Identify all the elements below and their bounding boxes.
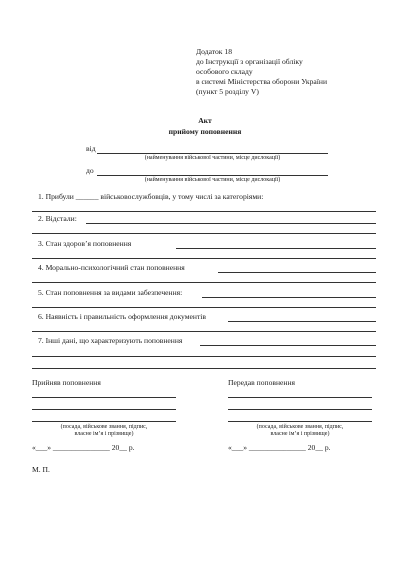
appendix-number: Додаток 18 — [196, 47, 232, 56]
handed-over-by-line-2 — [228, 409, 372, 410]
handed-over-by-line-3 — [228, 421, 372, 422]
stamp-place-label: М. П. — [32, 465, 50, 474]
item-5-text: 5. Стан поповнення за видами забезпечення: — [38, 288, 183, 297]
item-2-line-b — [32, 233, 376, 234]
handed-over-by-caption-1: (посада, військове звання, підпис, — [256, 424, 344, 430]
item-5-line — [202, 297, 376, 298]
item-7-line — [200, 345, 376, 346]
item-4-line-b — [32, 282, 376, 283]
item-3-text: 3. Стан здоров’я поповнення — [38, 239, 132, 248]
act-subtitle: прийому поповнення — [168, 127, 242, 136]
appendix-line-3: особового складу — [196, 67, 253, 76]
received-by-line-1 — [32, 397, 176, 398]
item-6-line-b — [32, 331, 376, 332]
item-4-text: 4. Морально-психологічний стан поповнення — [38, 263, 185, 272]
item-3-line-b — [32, 258, 376, 259]
to-label: до — [86, 166, 94, 175]
item-1-text: 1. Прибули ______ військовослужбовців, у тому числі за категоріями: — [38, 192, 264, 201]
appendix-line-2: до Інструкції з організації обліку — [196, 57, 303, 66]
received-by-line-3 — [32, 421, 176, 422]
handed-over-by-line-1 — [228, 397, 372, 398]
handed-over-by-caption-2: власне ім’я і прізвище) — [270, 431, 330, 437]
handed-over-by-title: Передав поповнення — [228, 378, 296, 387]
item-2-line — [86, 223, 376, 224]
item-4-line — [218, 272, 376, 273]
received-by-date: «___» _______________ 20__ р. — [32, 443, 135, 452]
handed-over-by-date: «___» _______________ 20__ р. — [228, 443, 331, 452]
to-field-line — [97, 175, 328, 176]
item-7-line-b — [32, 356, 376, 357]
received-by-title: Прийняв поповнення — [32, 378, 101, 387]
item-7-line-c — [32, 368, 376, 369]
item-1-line-a — [32, 211, 376, 212]
item-7-text: 7. Інші дані, що характеризують поповнення — [38, 336, 183, 345]
item-5-line-b — [32, 307, 376, 308]
from-label: від — [86, 144, 96, 153]
item-3-line — [176, 248, 376, 249]
received-by-caption-1: (посада, військове звання, підпис, — [60, 424, 148, 430]
to-caption: (найменування військової частини, місце дислокації) — [144, 177, 281, 183]
from-caption: (найменування військової частини, місце дислокації) — [144, 155, 281, 161]
appendix-line-4: в системі Міністерства оборони України — [196, 77, 328, 86]
received-by-caption-2: власне ім’я і прізвище) — [74, 431, 134, 437]
received-by-line-2 — [32, 409, 176, 410]
appendix-line-5: (пункт 5 розділу V) — [196, 87, 259, 96]
from-field-line — [97, 153, 328, 154]
item-6-text: 6. Наявність і правильність оформлення документів — [38, 312, 206, 321]
item-6-line — [228, 321, 376, 322]
act-title: Акт — [198, 116, 212, 125]
item-2-text: 2. Відстали: — [38, 214, 77, 223]
